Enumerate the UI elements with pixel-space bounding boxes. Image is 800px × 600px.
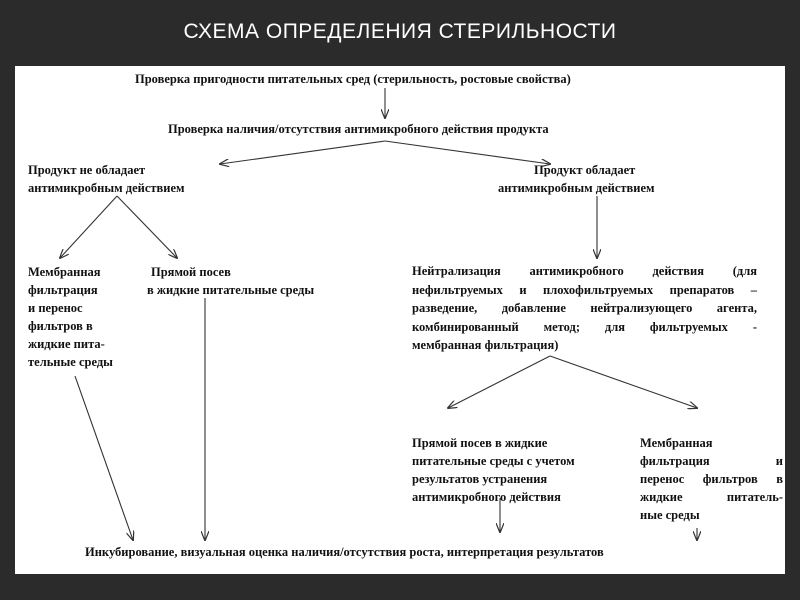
neutralization-block [412,262,757,355]
membrane-left-line: и перенос [28,301,83,315]
direct-left-line2: в жидкие питательные среды [147,283,315,297]
neutralization-line: Нейтрализация антимикробного действия (для [412,264,757,278]
neutralization-line: мембранная фильтрация) [412,338,559,352]
direct-left-line1: Прямой посев [151,265,231,279]
branch-no-antimicrobial [28,161,185,197]
arrow-left-membrane [60,196,117,258]
membrane-left-line: фильтрация [28,283,98,297]
branch-no-antimicrobial-line2: антимикробным действием [28,181,185,195]
branch-antimicrobial [498,161,655,197]
branch-antimicrobial-line1: Продукт обладает [534,163,636,177]
neutralization-line: нефильтруемых и плохофильтруемых препаратов – [412,282,757,297]
direct-inoculation-right [412,434,575,506]
step-incubation-result: Инкубирование, визуальная оценка наличия/отсутствия роста, интерпретация результатов [85,545,604,559]
neutralization-line: разведение, добавление нейтрализующего агента, [412,301,757,315]
membrane-right-line: фильтрация и [640,454,783,468]
arrow-left-direct [117,196,177,258]
step-antimicrobial-check: Проверка наличия/отсутствия антимикробного действия продукта [168,122,549,136]
direct-inoculation-left [147,263,314,299]
membrane-filtration-left [28,263,113,371]
arrow-step2-left [220,141,385,164]
membrane-right-line: ные среды [640,508,700,522]
membrane-right-line: перенос фильтров в [640,472,783,486]
neutralization-line: комбинированный метод; для фильтруемых - [412,319,757,334]
membrane-filtration-right [640,434,783,524]
branch-antimicrobial-line2: антимикробным действием [498,181,655,195]
slide-title: СХЕМА ОПРЕДЕЛЕНИЯ СТЕРИЛЬНОСТИ [183,20,617,43]
direct-right-line: результатов устранения [412,472,548,486]
membrane-right-line: жидкие питатель- [640,490,783,504]
membrane-right-line: Мембранная [640,436,713,450]
membrane-left-line: жидкие пита- [28,337,105,351]
diagram-panel [15,66,785,574]
direct-right-line: Прямой посев в жидкие [412,436,548,450]
membrane-left-line: Мембранная [28,265,101,279]
membrane-left-line: фильтров в [28,319,93,333]
arrow-membrane-final [75,376,133,540]
arrow-neutralization-direct [448,356,550,408]
membrane-left-line: тельные среды [28,355,113,369]
arrow-neutralization-membrane [550,356,697,408]
direct-right-line: питательные среды с учетом [412,454,575,468]
step-media-suitability: Проверка пригодности питательных сред (стерильность, ростовые свойства) [135,72,571,86]
direct-right-line: антимикробного действия [412,490,561,504]
branch-no-antimicrobial-line1: Продукт не обладает [28,163,146,177]
